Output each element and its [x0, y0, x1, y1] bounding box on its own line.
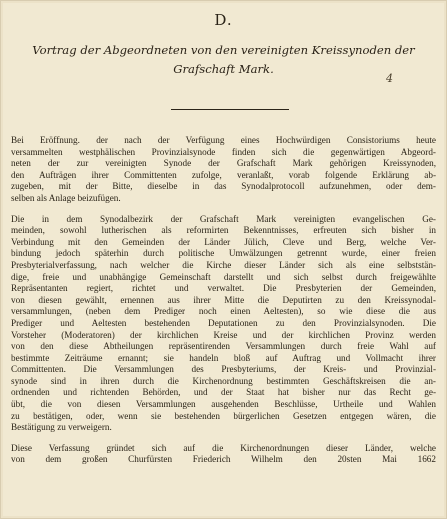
text-line: bestimmte Zeiträume ernannt; sie handeln bloß auf Auftrag und Vollmacht ihrer: [11, 352, 436, 363]
title-line: Grafschaft Mark.: [173, 62, 274, 76]
text-line: Diese Verfassung gründet sich auf die Kirchenordnungen dieser Länder, welche: [11, 442, 436, 453]
text-line: versammelten westphälischen Provinzialsynode finden sich die gegenwärtigen Abgeord-: [11, 146, 436, 157]
text-line: Prediger und Aeltesten bestehenden Deputationen zu den Provinzialsynoden. Die: [11, 317, 436, 328]
text-line: übt, die von diesen Versammlungen ausgehenden Beschlüsse, Urtheile und Wahlen: [11, 399, 436, 410]
text-line: Presbyterialverfassung, nach welcher die Kirche dieser Länder sich als eine selbststän-: [11, 259, 436, 270]
text-line: zu bestätigen, oder, wenn sie bestehenden bürgerlichen Gesetzen entgegen wären, die: [11, 410, 436, 421]
text-line: neten der zur vereinigten Synode der Grafschaft Mark gehörigen Kreissynoden,: [11, 158, 436, 169]
text-line: von dem großen Churfürsten Friederich Wilhelm den 20sten Mai 1662: [11, 454, 436, 465]
title-divider: [171, 109, 289, 110]
text-line: Bestätigung zu verweigern.: [11, 422, 112, 433]
text-line: von diesen gewählt, ernennen aus ihrer Mitte die Deputirten zu den Kreissynodal-: [11, 294, 436, 305]
document-title: [19, 41, 428, 79]
section-letter: D.: [214, 11, 233, 29]
text-line: von den diese Abtheilungen repräsentirenden Versammlungen durch freie Wahl auf: [11, 341, 436, 352]
text-line: den Aufträgen ihrer Committenten zufolge, veranlaßt, vorab folgende Erklärung ab-: [11, 169, 436, 180]
paragraph-1: [11, 135, 436, 205]
text-line: Die in dem Synodalbezirk der Grafschaft Mark vereinigten evangelischen Ge-: [11, 213, 436, 224]
text-line: synode sind in ihren durch die Kirchenordnung bestimmten Geschäftskreisen die an-: [11, 375, 436, 386]
text-line: bindung jedoch späterhin durch politische Umwälzungen getrennt wurde, einer freien: [11, 248, 436, 259]
margin-annotation: 4: [386, 72, 393, 85]
paragraph-3: [11, 443, 436, 466]
text-line: meinden, sowohl lutherischen als reformirten Bekenntnisses, erfreuten sich bisher in: [11, 225, 436, 236]
text-line: ordnenden und richtenden Behörden, und der Staat hat bisher nur das Recht ge-: [11, 387, 436, 398]
text-line: zugeben, mit der Bitte, dieselbe in das Synodalprotocoll aufzunehmen, oder dem-: [11, 181, 436, 192]
text-line: Verbindung mit den Gemeinden der Länder Jülich, Cleve und Berg, welche Ver-: [11, 236, 436, 247]
paragraph-2: [11, 214, 436, 434]
text-line: Bei Eröffnung. der nach der Verfügung eines Hochwürdigen Consistoriums heute: [11, 135, 436, 145]
text-line: Vorsteher (Moderatoren) der kirchlichen Kreise und der kirchlichen Provinz werden: [11, 329, 436, 340]
title-line: Vortrag der Abgeordneten von den vereinigten Kreissynoden der: [32, 43, 415, 57]
text-line: versammlungen, (neben dem Prediger noch einen Aeltesten), so wie diese die aus: [11, 306, 436, 317]
text-line: dige, freie und unabhängige Gemeinschaft darstellt und sich selbst durch freigewählte: [11, 271, 436, 282]
document-body: [11, 135, 436, 466]
text-line: selben als Anlage beizufügen.: [11, 192, 121, 203]
text-line: Committenten. Die Versammlungen des Presbyteriums, der Kreis- und Provinzial-: [11, 364, 436, 375]
text-line: Repräsentanten regiert, richtet und verwaltet. Die Presbyterien der Gemeinden,: [11, 283, 436, 294]
